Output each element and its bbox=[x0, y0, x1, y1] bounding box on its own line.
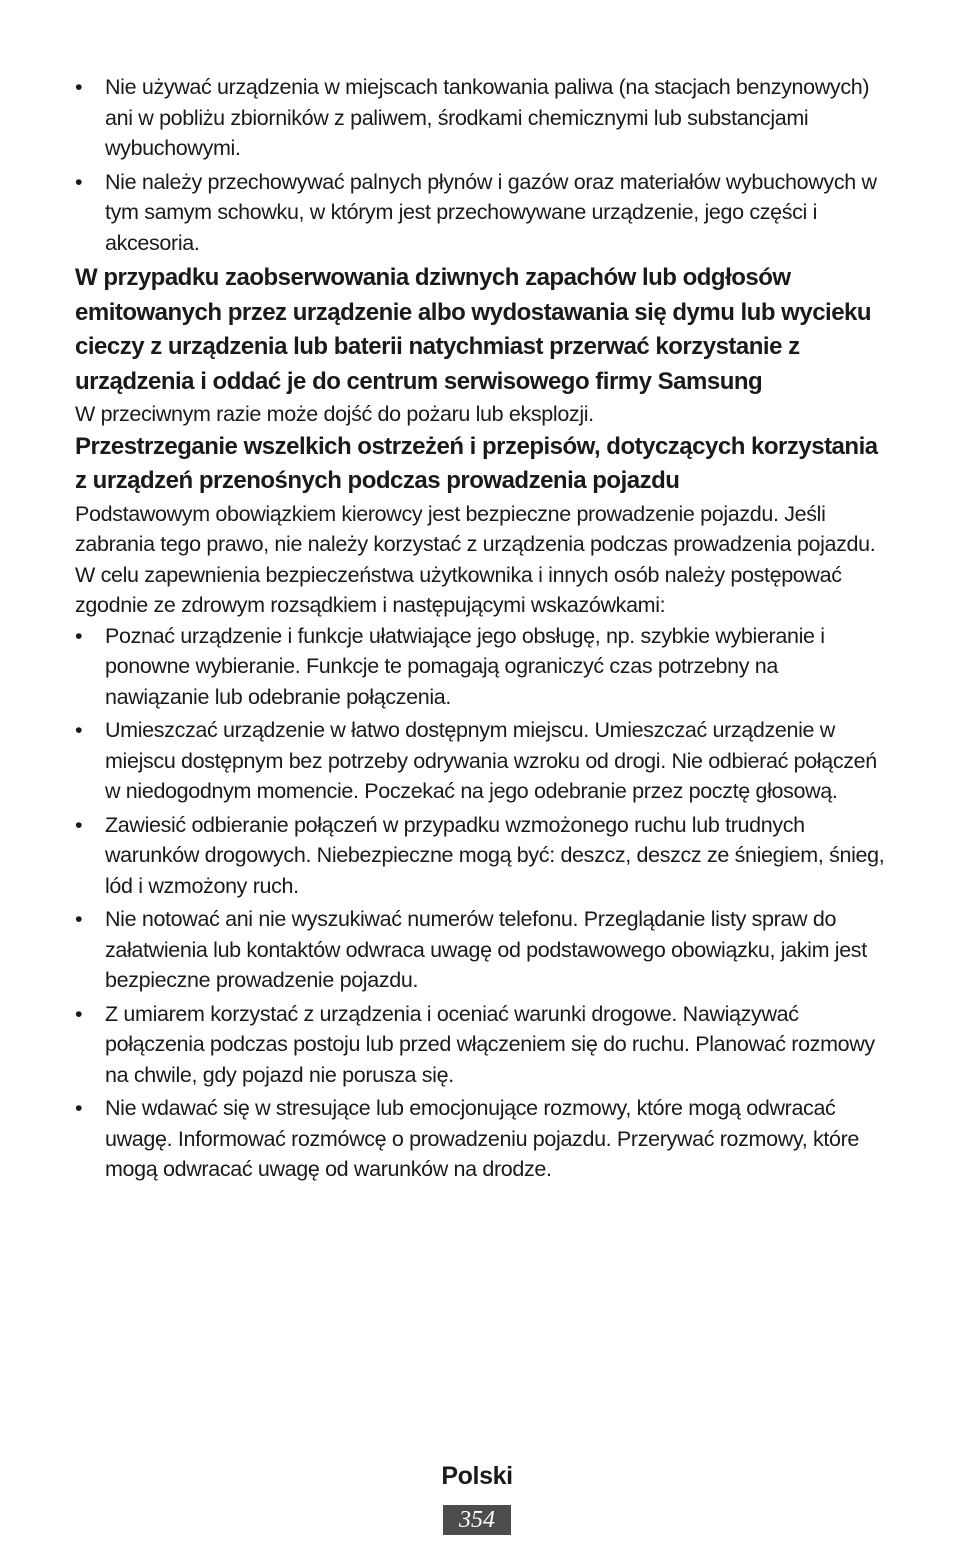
bullet-icon: • bbox=[75, 907, 83, 931]
list-item bbox=[75, 810, 885, 902]
footer-language: Polski bbox=[441, 1462, 513, 1490]
bullet-text: Nie należy przechowywać palnych płynów i gazów oraz materiałów wybuchowych w tym samym schowku, w którym jest przechowywane urządzenie, jego części i akcesoria. bbox=[105, 169, 877, 255]
list-item bbox=[75, 167, 885, 259]
section-text-odors: W przeciwnym razie może dojść do pożaru lub eksplozji. bbox=[75, 402, 594, 426]
bullet-text: Z umiarem korzystać z urządzenia i oceniać warunki drogowe. Nawiązywać połączenia podczas postoju lub przed włączeniem się do ruchu. Planować rozmowy na chwile, gdy pojazd nie porusza się. bbox=[105, 1001, 875, 1087]
section-heading-driving: Przestrzeganie wszelkich ostrzeżeń i przepisów, dotyczących korzystania z urządzeń przenośnych podczas prowadzenia pojazdu bbox=[75, 432, 878, 494]
bullet-text: Umieszczać urządzenie w łatwo dostępnym miejscu. Umieszczać urządzenie w miejscu dostępnym bez potrzeby odrywania wzroku od drogi. Nie odbierać połączeń w niedogodnym momencie. Poczekać na jego odebranie przez pocztę głosową. bbox=[105, 718, 877, 803]
bullet-text: Nie używać urządzenia w miejscach tankowania paliwa (na stacjach benzynowych) ani w pobliżu zbiorników z paliwem, środkami chemicznymi lub substancjami wybuchowymi. bbox=[105, 75, 870, 160]
bullet-icon: • bbox=[75, 623, 83, 648]
section-text-driving: Podstawowym obowiązkiem kierowcy jest bezpieczne prowadzenie pojazdu. Jeśli zabrania tego prawo, nie należy korzystać z urządzenia podczas prowadzenia pojazdu. W celu zapewnienia bezpieczeństwa użytkownika i innych osób należy postępować zgodnie ze zdrowym rozsądkiem i następującymi wskazówkami: bbox=[75, 501, 876, 617]
list-item bbox=[75, 904, 885, 996]
bullet-icon: • bbox=[75, 812, 83, 837]
list-item bbox=[75, 999, 885, 1091]
bullet-text: Zawiesić odbieranie połączeń w przypadku wzmożonego ruchu lub trudnych warunków drogowych. Niebezpieczne mogą być: deszcz, deszcz ze śniegiem, śnieg, lód i wzmożony ruch. bbox=[105, 812, 885, 898]
bullet-icon: • bbox=[75, 1096, 83, 1120]
list-item bbox=[75, 621, 885, 713]
bullet-icon: • bbox=[75, 75, 83, 99]
driving-bullet-list bbox=[75, 621, 885, 1185]
document-page bbox=[75, 72, 885, 1188]
top-bullet-list bbox=[75, 72, 885, 258]
list-item bbox=[75, 715, 885, 807]
page-number-badge: 354 bbox=[443, 1505, 511, 1535]
bullet-text: Nie notować ani nie wyszukiwać numerów telefonu. Przeglądanie listy spraw do załatwienia lub kontaktów odwraca uwagę od podstawowego obowiązku, jakim jest bezpieczne prowadzenie pojazdu. bbox=[105, 907, 867, 992]
list-item bbox=[75, 1093, 885, 1185]
section-heading-odors: W przypadku zaobserwowania dziwnych zapachów lub odgłosów emitowanych przez urządzenie albo wydostawania się dymu lub wycieku cieczy z urządzenia lub baterii natychmiast przerwać korzystanie z urządzenia i oddać je do centrum serwisowego firmy Samsung bbox=[75, 264, 872, 395]
bullet-text: Poznać urządzenie i funkcje ułatwiające jego obsługę, np. szybkie wybieranie i ponowne wybieranie. Funkcje te pomagają ograniczyć czas potrzebny na nawiązanie lub odebranie połączenia. bbox=[105, 623, 825, 709]
bullet-text: Nie wdawać się w stresujące lub emocjonujące rozmowy, które mogą odwracać uwagę. Informować rozmówcę o prowadzeniu pojazdu. Przerywać rozmowy, które mogą odwracać uwagę od warunków na drodze. bbox=[105, 1096, 860, 1181]
bullet-icon: • bbox=[75, 169, 83, 194]
bullet-icon: • bbox=[75, 718, 83, 742]
bullet-icon: • bbox=[75, 1001, 83, 1026]
list-item bbox=[75, 72, 885, 164]
